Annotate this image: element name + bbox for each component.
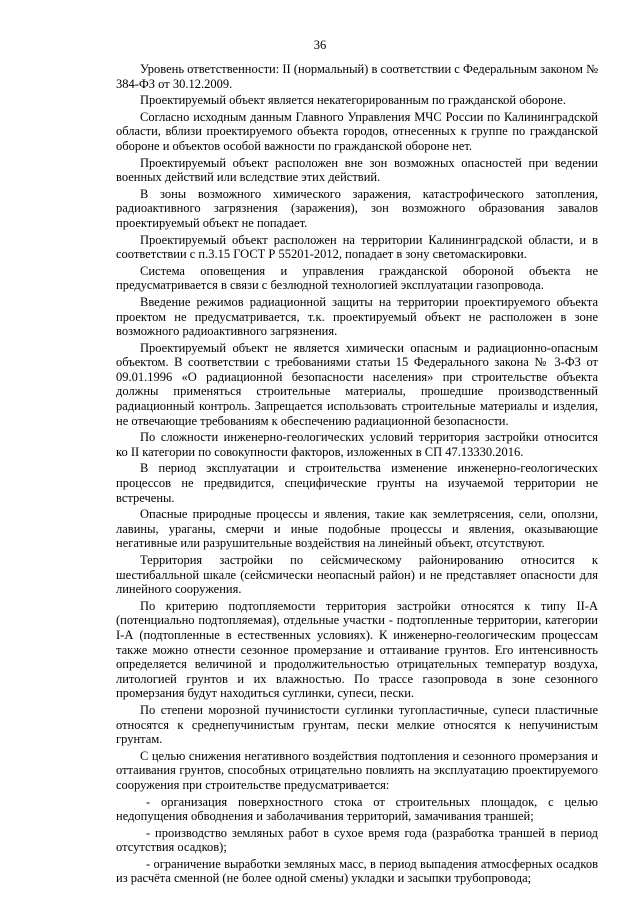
paragraph-radiation-protection: Введение режимов радиационной защиты на территории проектируемого объекта проектом не предусматривается, т.к. проектируемый объект не расположен в зоне возможного радиоактивного загрязнения. [116, 294, 598, 339]
paragraph-contamination-zones: В зоны возможного химического заражения, катастрофического затопления, радиоактивного загрязнения (заражения), зон возможного образования завалов проектируемый объект не попадает. [116, 186, 598, 230]
paragraph-geological-processes: В период эксплуатации и строительства изменение инженерно-геологических процессов не предвидится, специфические грунты на изучаемой территории не встречены. [116, 461, 598, 505]
paragraph-military-hazard-zones: Проектируемый объект расположен вне зон возможных опасностей при ведении военных действий или вследствие этих действий. [116, 155, 598, 185]
page-number: 36 [313, 38, 327, 52]
paragraph-radiation-safety-materials: Проектируемый объект не является химически опасным и радиационно-опасным объектом. В соответствии с требованиями статьи 15 Федерального закона № 3-ФЗ от 09.01.1996 «О радиационной безопасности населения» при строительстве объекта должны применяться строительные материалы, прошедшие производственный радиационный контроль. Запрещается использовать строительные материалы и изделия, не отвечающие требованиям к обеспечению радиационной безопасности. [116, 340, 598, 428]
list-item: - производство земляных работ в сухое время года (разработка траншей в период отсутствия осадков); [116, 825, 598, 855]
paragraph-warning-system: Система оповещения и управления гражданской обороной объекта не предусматривается в связи с безлюдной технологией эксплуатации газопровода. [116, 263, 598, 293]
paragraph-natural-hazards: Опасные природные процессы и явления, такие как землетрясения, сели, оползни, лавины, ураганы, смерчи и иные подобные процессы и явления, оказывающие негативные или разрушительные воздействия на линейный объект, отсутствуют. [116, 507, 598, 551]
paragraph-mitigation-intro: С целью снижения негативного воздействия подтопления и сезонного промерзания и оттаивания грунтов, способных отрицательно повлиять на эксплуатацию проектируемого сооружения при строительстве предусматривается: [116, 748, 598, 792]
paragraph-flooding-criteria: По критерию подтопляемости территория застройки относятся к типу II-А (потенциально подтопляемая), отдельные участки - подтопленные территории, категории I-А (подтопленные в естественных условиях). К инженерно-геологическим процессам также можно отнести сезонное промерзание и оттаивание грунтов. Его интенсивность определяется величиной и продолжительностью отрицательных температур воздуха, литологией грунтов и их влажностью. По трассе газопровода в зоне сезонного промерзания будут находиться суглинки, супеси, пески. [116, 598, 598, 701]
list-item: - организация поверхностного стока от строительных площадок, с целью недопущения обводнения и заболачивания территорий, замачивания траншей; [116, 794, 598, 824]
list-item: - ограничение выработки земляных масс, в период выпадения атмосферных осадков из расчёта сменной (не более одной смены) укладки и засыпки трубопровода; [116, 856, 598, 886]
paragraph-blackout-zone: Проектируемый объект расположен на территории Калининградской области, и в соответствии с п.3.15 ГОСТ Р 55201-2012, попадает в зону светомаскировки. [116, 232, 598, 262]
paragraph-responsibility-level: Уровень ответственности: II (нормальный) в соответствии с Федеральным законом № 384-ФЗ от 30.12.2009. [116, 62, 598, 91]
paragraph-frost-heave: По степени морозной пучинистости суглинки тугопластичные, супеси пластичные относятся к среднепучинистым грунтам, пески мелкие относятся к непучинистым грунтам. [116, 702, 598, 747]
paragraph-geological-complexity: По сложности инженерно-геологических условий территория застройки относится ко II категории по совокупности факторов, изложенных в СП 47.13330.2016. [116, 430, 598, 459]
paragraph-emergency-ministry-data: Согласно исходным данным Главного Управления МЧС России по Калининградской области, вблизи проектируемого объекта городов, отнесенных к группе по гражданской обороне и объектов особой важности по гражданской обороне нет. [116, 109, 598, 153]
paragraph-civil-defense-category: Проектируемый объект является некатегорированным по гражданской обороне. [140, 93, 566, 108]
document-body [116, 62, 598, 888]
paragraph-seismic-zoning: Территория застройки по сейсмическому районированию относится к шестибалльной шкале (сейсмически неопасный район) и не представляет опасности для линейного сооружения. [116, 553, 598, 597]
